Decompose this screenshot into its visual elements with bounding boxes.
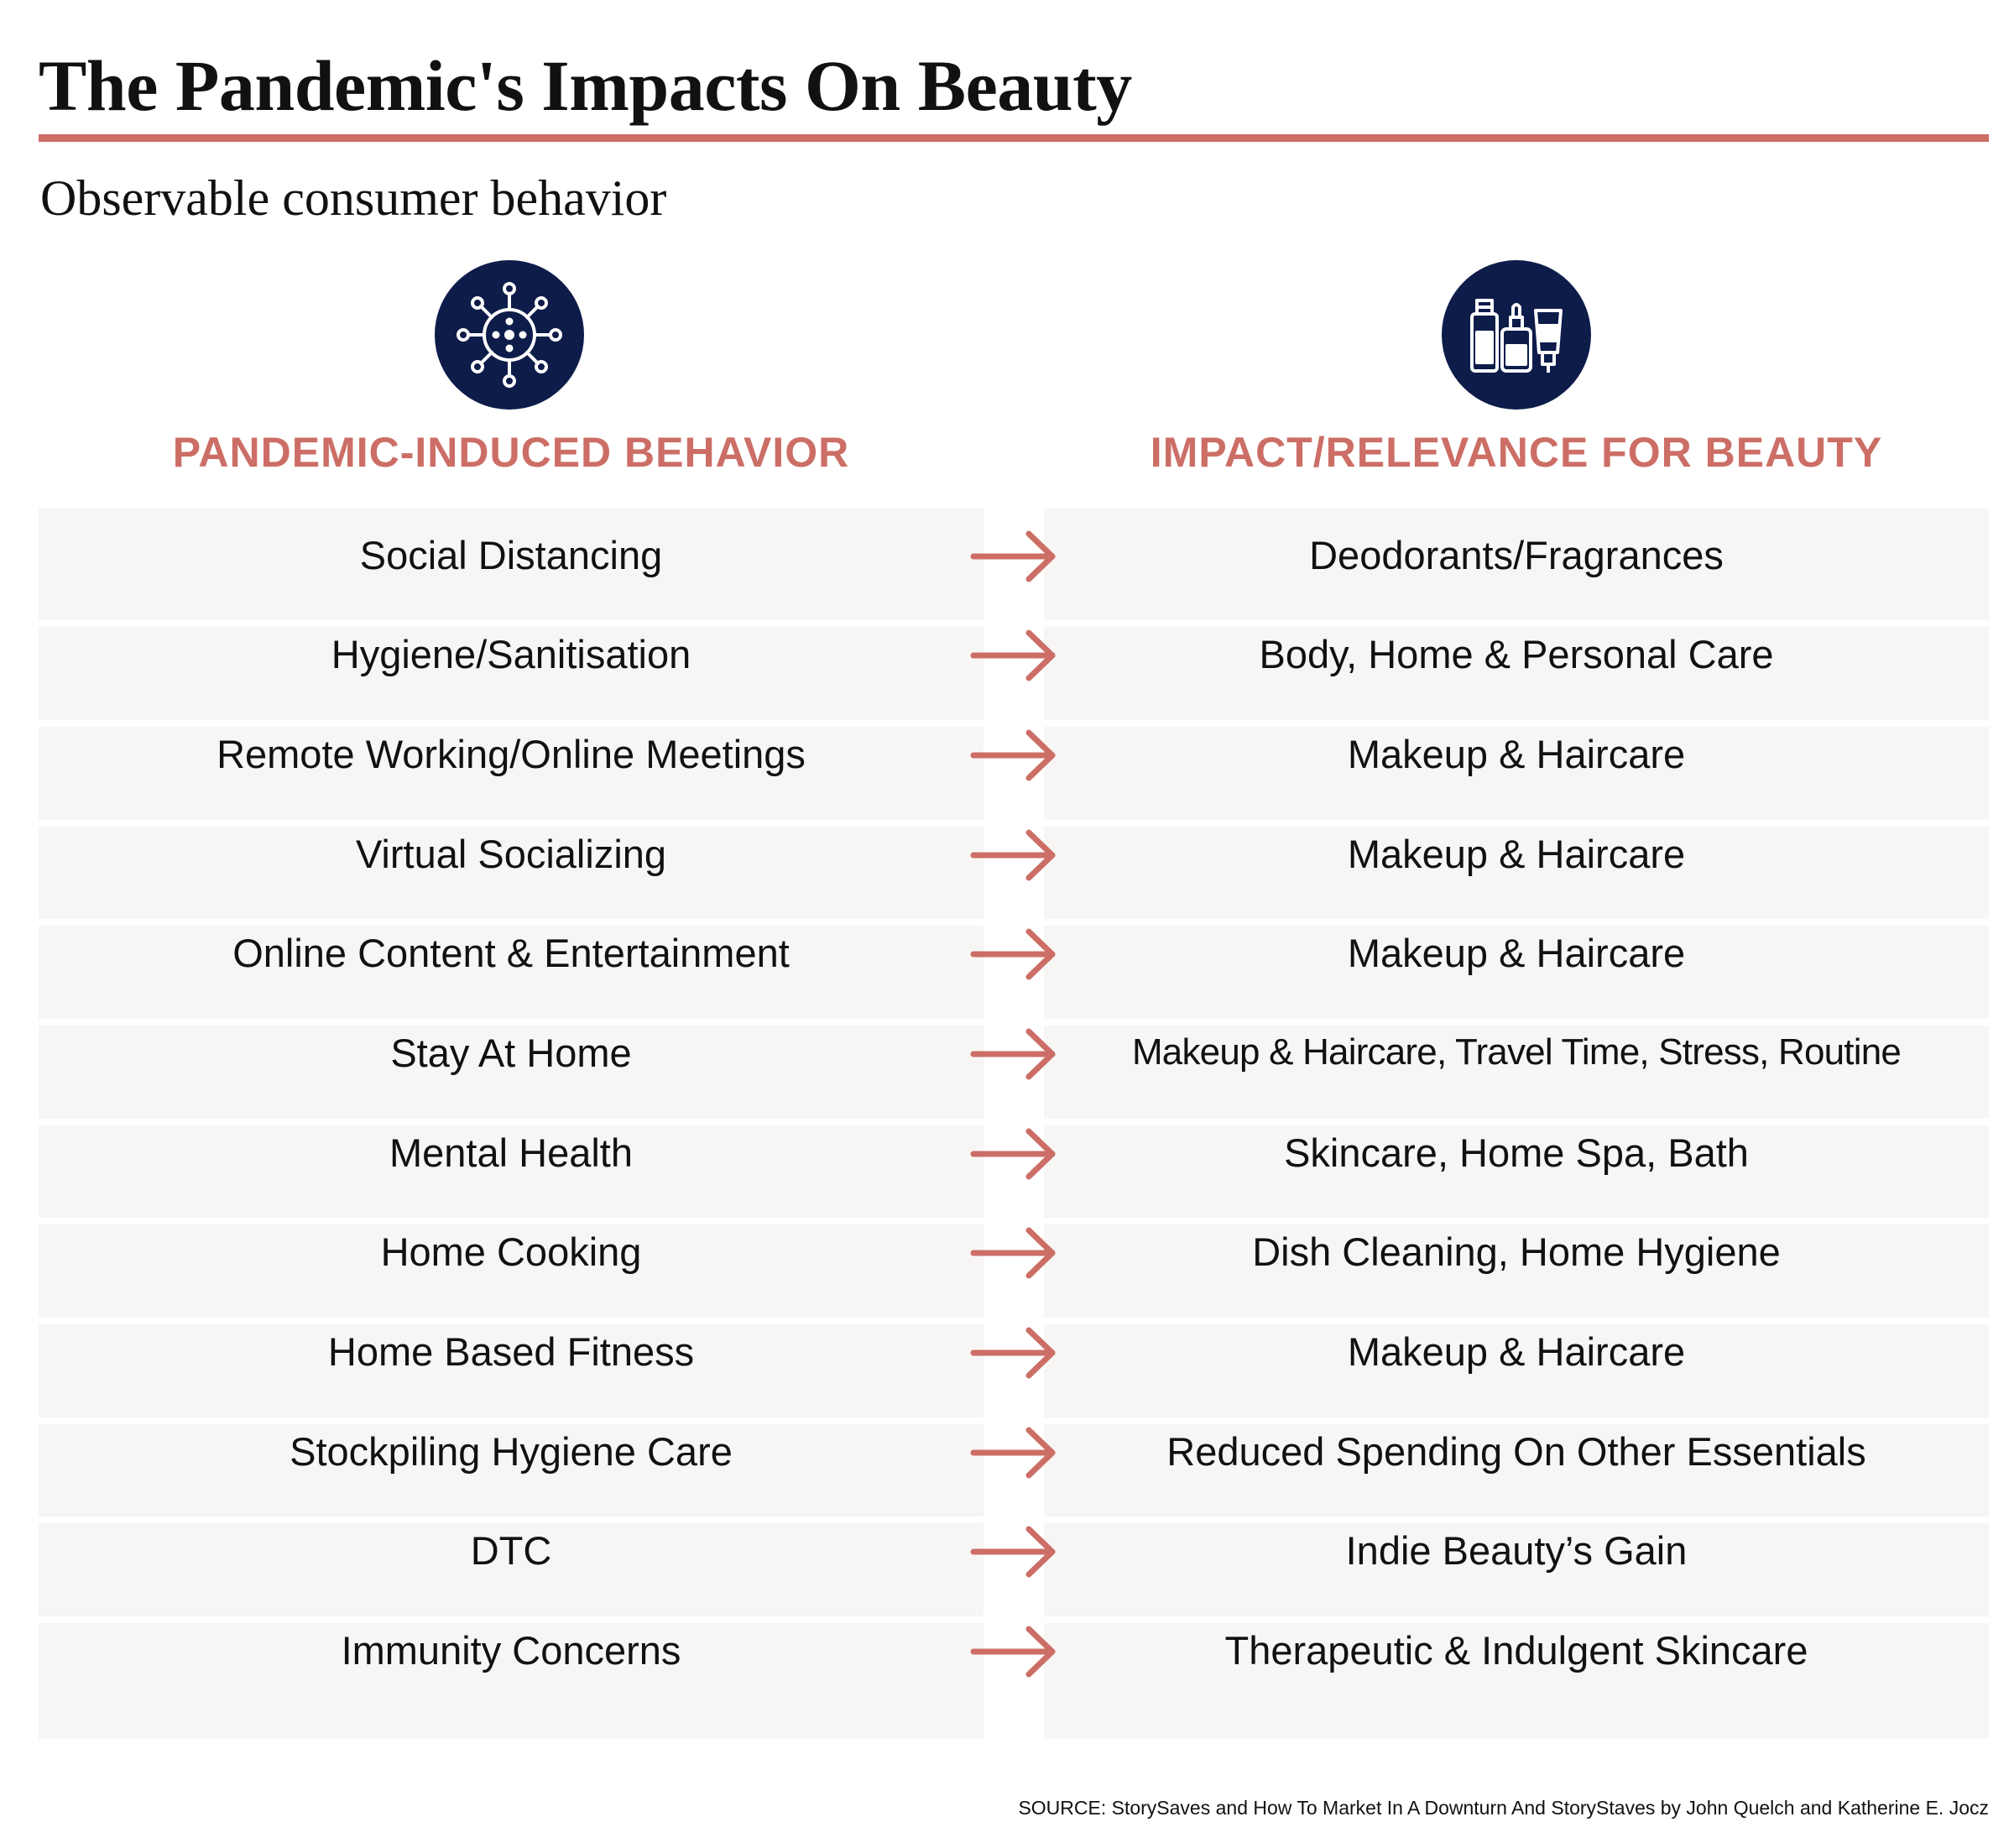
impact-cell: Dish Cleaning, Home Hygiene <box>1252 1229 1781 1274</box>
source-note: SOURCE: StorySaves and How To Market In A Downturn And StoryStaves by John Quelch and Katherine E. Jocz <box>1018 1797 1989 1819</box>
behavior-cell: Mental Health <box>389 1130 633 1175</box>
page-title: The Pandemic's Impacts On Beauty <box>39 45 1132 126</box>
behavior-cell: Stay At Home <box>390 1030 632 1075</box>
row-divider <box>1044 1318 1989 1324</box>
row-divider <box>39 1019 984 1026</box>
title-rule <box>39 134 1989 142</box>
impact-cell: Makeup & Haircare <box>1347 930 1686 975</box>
row-divider <box>1044 1417 1989 1424</box>
row-divider <box>1044 1119 1989 1125</box>
row-divider <box>39 820 984 827</box>
row-divider <box>1044 1517 1989 1523</box>
behavior-cell: Stockpiling Hygiene Care <box>290 1428 733 1474</box>
cosmetics-bottles-icon <box>1442 260 1591 410</box>
impact-cell: Makeup & Haircare <box>1347 831 1686 876</box>
virus-icon <box>435 260 584 410</box>
behavior-cell: Immunity Concerns <box>341 1627 681 1673</box>
row-divider <box>39 620 984 627</box>
behavior-cell: Hygiene/Sanitisation <box>331 631 691 676</box>
row-divider <box>1044 1019 1989 1026</box>
impact-cell: Makeup & Haircare, Travel Time, Stress, Routine <box>1131 1031 1902 1073</box>
row-divider <box>39 919 984 926</box>
impact-cell: Reduced Spending On Other Essentials <box>1166 1428 1866 1474</box>
behavior-cell: Remote Working/Online Meetings <box>217 731 806 776</box>
table-row <box>0 509 2014 601</box>
row-divider <box>39 1218 984 1224</box>
row-divider <box>39 720 984 727</box>
impact-cell: Skincare, Home Spa, Bath <box>1284 1130 1749 1175</box>
behavior-cell: DTC <box>470 1527 552 1573</box>
behavior-cell: Home Based Fitness <box>327 1329 695 1374</box>
behavior-cell: Home Cooking <box>380 1229 642 1274</box>
page-subtitle: Observable consumer behavior <box>40 170 667 226</box>
impact-cell: Deodorants/Fragrances <box>1309 532 1724 577</box>
behavior-cell: Social Distancing <box>359 532 663 577</box>
impact-cell: Therapeutic & Indulgent Skincare <box>1224 1627 1808 1673</box>
row-divider <box>39 1616 984 1623</box>
row-divider <box>1044 919 1989 926</box>
behavior-cell: Online Content & Entertainment <box>232 930 790 975</box>
impact-cell: Makeup & Haircare <box>1347 1329 1686 1374</box>
impact-cell: Body, Home & Personal Care <box>1259 631 1774 676</box>
behavior-cell: Virtual Socializing <box>355 831 667 876</box>
row-divider <box>1044 1218 1989 1224</box>
header-pandemic-behavior: PANDEMIC-INDUCED BEHAVIOR <box>172 429 850 476</box>
row-divider <box>39 1417 984 1424</box>
row-divider <box>39 1119 984 1125</box>
row-divider <box>1044 720 1989 727</box>
row-divider <box>1044 820 1989 827</box>
impact-cell: Indie Beauty’s Gain <box>1345 1527 1688 1573</box>
row-divider <box>1044 1616 1989 1623</box>
row-divider <box>39 1318 984 1324</box>
impact-cell: Makeup & Haircare <box>1347 731 1686 776</box>
row-divider <box>39 1517 984 1523</box>
header-impact-relevance: IMPACT/RELEVANCE FOR BEAUTY <box>1150 429 1883 476</box>
row-divider <box>1044 620 1989 627</box>
